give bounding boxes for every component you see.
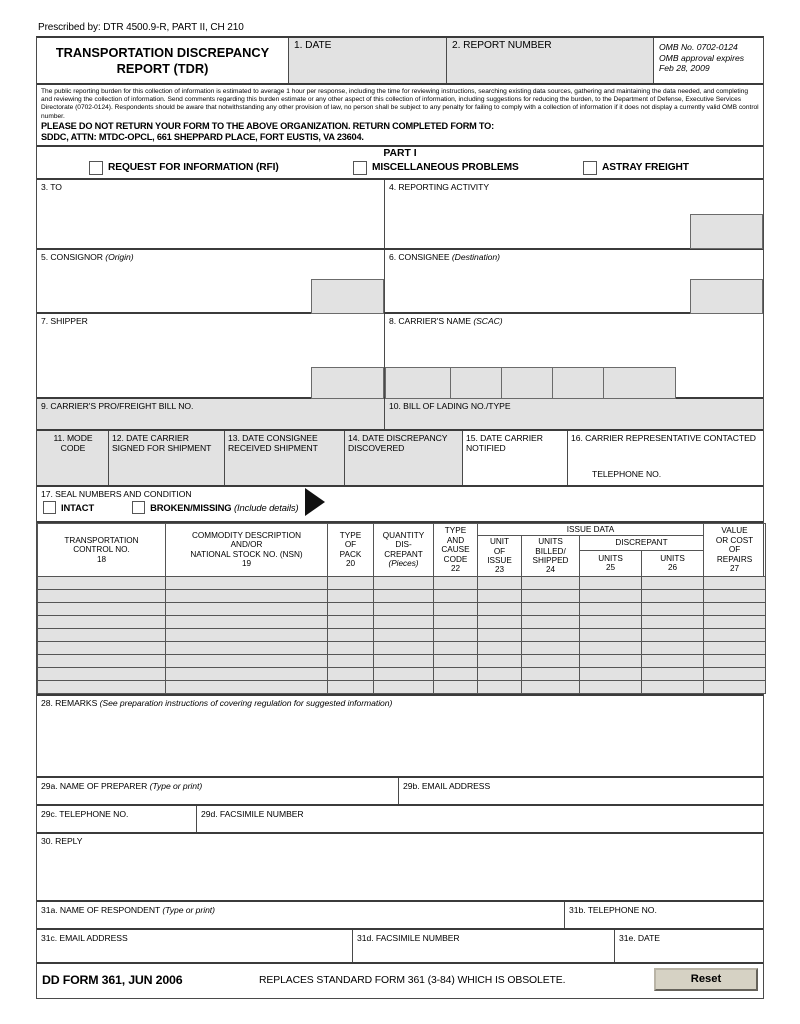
table-cell[interactable] — [434, 576, 478, 589]
prescribed-by-line: Prescribed by: DTR 4500.9-R, PART II, CH 210 — [38, 22, 244, 33]
table-cell[interactable] — [434, 602, 478, 615]
table-row[interactable] — [38, 602, 766, 615]
table-cell[interactable] — [642, 641, 704, 654]
field-4-reporting-activity[interactable] — [385, 180, 763, 248]
row-31a-31b — [37, 902, 763, 930]
table-cell[interactable] — [478, 654, 522, 667]
discrepancy-table-wrapper — [37, 523, 763, 696]
table-cell[interactable] — [704, 667, 766, 680]
table-cell[interactable] — [580, 667, 642, 680]
table-cell[interactable] — [478, 680, 522, 693]
table-cell[interactable] — [478, 615, 522, 628]
table-cell[interactable] — [522, 641, 580, 654]
table-row[interactable] — [38, 667, 766, 680]
table-cell[interactable] — [328, 602, 374, 615]
table-cell[interactable] — [642, 680, 704, 693]
omb-expires-date: Feb 28, 2009 — [659, 63, 710, 74]
table-cell[interactable] — [166, 680, 328, 693]
field-8-scac-char-2[interactable] — [450, 367, 502, 399]
field-29d-facsimile-label: 29d. FACSIMILE NUMBER — [201, 808, 304, 819]
checkbox-seal-intact-label: INTACT — [61, 501, 95, 513]
col-header-issue-data: ISSUE DATA — [478, 523, 704, 535]
table-cell[interactable] — [642, 615, 704, 628]
table-cell[interactable] — [38, 667, 166, 680]
field-7-shipper-label: 7. SHIPPER — [41, 315, 88, 326]
checkbox-seal-broken[interactable] — [132, 501, 145, 514]
form-title-row — [37, 38, 763, 85]
return-instruction-line1: PLEASE DO NOT RETURN YOUR FORM TO THE ABOVE ORGANIZATION. RETURN COMPLETED FORM TO: — [41, 120, 494, 131]
right-arrow-icon — [305, 488, 325, 516]
table-cell[interactable] — [580, 628, 642, 641]
part-1-heading: PART I — [383, 147, 417, 159]
table-cell[interactable] — [522, 602, 580, 615]
table-cell[interactable] — [434, 641, 478, 654]
row-29a-29b — [37, 778, 763, 806]
discrepancy-table — [37, 523, 766, 694]
field-1-date[interactable] — [289, 38, 447, 83]
form-footer — [37, 964, 763, 998]
reset-button[interactable]: Reset — [654, 968, 758, 991]
field-15-date-carrier-notified-label: 15. DATE CARRIER NOTIFIED — [466, 432, 543, 453]
field-29d-facsimile[interactable] — [197, 806, 763, 832]
checkbox-astray-freight[interactable] — [583, 161, 689, 175]
table-cell[interactable] — [522, 667, 580, 680]
table-cell[interactable] — [328, 628, 374, 641]
field-17-seal-numbers — [37, 487, 763, 523]
table-cell[interactable] — [38, 589, 166, 602]
table-cell[interactable] — [522, 576, 580, 589]
discrepancy-table-body — [38, 576, 766, 693]
field-16-carrier-representative[interactable] — [568, 431, 763, 485]
table-cell[interactable] — [374, 628, 434, 641]
table-cell[interactable] — [374, 680, 434, 693]
table-cell[interactable] — [434, 615, 478, 628]
field-8-carrier-name-label: 8. CARRIER'S NAME (SCAC) — [389, 315, 503, 326]
table-cell[interactable] — [374, 641, 434, 654]
field-29b-email-address[interactable] — [399, 778, 763, 804]
field-7-shipper[interactable] — [37, 314, 385, 397]
form-title-line1: TRANSPORTATION DISCREPANCY — [55, 44, 270, 60]
table-cell[interactable] — [522, 615, 580, 628]
checkbox-miscellaneous-problems-label: MISCELLANEOUS PROBLEMS — [372, 162, 519, 174]
field-31c-email-address-label: 31c. EMAIL ADDRESS — [41, 932, 128, 943]
field-17-seal-numbers-label: 17. SEAL NUMBERS AND CONDITION — [41, 488, 192, 499]
table-row[interactable] — [38, 576, 766, 589]
table-cell[interactable] — [580, 576, 642, 589]
seal-condition-checkboxes — [43, 501, 299, 514]
table-header-row-1 — [38, 523, 766, 535]
table-cell[interactable] — [434, 680, 478, 693]
field-8-scac-char-1[interactable] — [385, 367, 451, 399]
field-31e-date[interactable] — [615, 930, 763, 962]
col-header-discrepant: DISCREPANT — [580, 536, 704, 551]
table-cell[interactable] — [374, 667, 434, 680]
table-row[interactable] — [38, 628, 766, 641]
omb-number: OMB No. 0702-0124 — [659, 42, 738, 52]
checkbox-astray-freight-label: ASTRAY FREIGHT — [602, 162, 689, 174]
table-cell[interactable] — [38, 654, 166, 667]
field-8-scac-char-4[interactable] — [552, 367, 604, 399]
field-5-code-entry[interactable] — [311, 279, 384, 314]
field-5-consignor[interactable] — [37, 250, 385, 312]
field-9-pro-freight-bill-label: 9. CARRIER'S PRO/FREIGHT BILL NO. — [41, 400, 194, 411]
form-title — [37, 38, 289, 83]
table-cell[interactable] — [642, 589, 704, 602]
field-3-to[interactable] — [37, 180, 385, 248]
part-1-checkbox-row — [37, 159, 763, 180]
table-cell[interactable] — [580, 680, 642, 693]
field-11-mode-code[interactable] — [37, 431, 109, 485]
col-header-20-type-of-pack: TYPE OF PACK 20 — [328, 523, 374, 576]
field-2-report-number[interactable] — [447, 38, 654, 83]
table-cell[interactable] — [642, 667, 704, 680]
field-29b-email-address-label: 29b. EMAIL ADDRESS — [403, 780, 491, 791]
table-row[interactable] — [38, 641, 766, 654]
table-cell[interactable] — [374, 654, 434, 667]
form-title-line2: REPORT (TDR) — [116, 60, 209, 76]
table-cell[interactable] — [478, 628, 522, 641]
field-29a-name-of-preparer[interactable] — [37, 778, 399, 804]
table-cell[interactable] — [374, 615, 434, 628]
field-31c-email-address[interactable] — [37, 930, 353, 962]
omb-info — [654, 38, 763, 83]
field-31a-name-of-respondent-label: 31a. NAME OF RESPONDENT (Type or print) — [41, 904, 215, 915]
field-10-bill-of-lading[interactable] — [385, 399, 763, 429]
row-11-to-16 — [37, 431, 763, 487]
form-number: DD FORM 361, JUN 2006 — [42, 972, 183, 987]
row-7-8 — [37, 314, 763, 399]
table-cell[interactable] — [38, 628, 166, 641]
table-cell[interactable] — [478, 602, 522, 615]
table-cell[interactable] — [522, 654, 580, 667]
table-cell[interactable] — [328, 667, 374, 680]
field-6-consignee-label: 6. CONSIGNEE (Destination) — [389, 251, 500, 262]
table-cell[interactable] — [704, 615, 766, 628]
checkbox-rfi-label: REQUEST FOR INFORMATION (RFI) — [108, 162, 279, 174]
table-cell[interactable] — [580, 654, 642, 667]
table-cell[interactable] — [328, 576, 374, 589]
table-cell[interactable] — [328, 654, 374, 667]
table-cell[interactable] — [166, 576, 328, 589]
field-16-telephone-label: TELEPHONE NO. — [592, 468, 662, 479]
field-28-remarks-label: 28. REMARKS (See preparation instructions of covering regulation for suggested information) — [41, 697, 393, 708]
field-28-remarks[interactable] — [37, 696, 763, 778]
field-8-scac-char-3[interactable] — [501, 367, 553, 399]
col-header-19-commodity-description: COMMODITY DESCRIPTION AND/OR NATIONAL STOCK NO. (NSN) 19 — [166, 523, 328, 576]
field-12-date-carrier-signed[interactable] — [109, 431, 225, 485]
field-31e-date-label: 31e. DATE — [619, 932, 660, 943]
table-cell[interactable] — [522, 628, 580, 641]
field-4-reporting-activity-label: 4. REPORTING ACTIVITY — [389, 181, 490, 192]
field-11-mode-code-label: 11. MODE CODE — [53, 432, 93, 453]
field-15-date-carrier-notified[interactable] — [463, 431, 568, 485]
table-cell[interactable] — [522, 589, 580, 602]
table-row[interactable] — [38, 654, 766, 667]
field-8-carrier-name[interactable] — [385, 314, 763, 397]
table-cell[interactable] — [580, 615, 642, 628]
field-4-code-entry[interactable] — [690, 214, 763, 249]
field-12-date-carrier-signed-label: 12. DATE CARRIER SIGNED FOR SHIPMENT — [112, 432, 212, 453]
table-cell[interactable] — [642, 576, 704, 589]
field-29c-telephone[interactable] — [37, 806, 197, 832]
omb-expires-label: OMB approval expires — [659, 52, 745, 63]
table-cell[interactable] — [642, 628, 704, 641]
table-cell[interactable] — [328, 615, 374, 628]
checkbox-rfi[interactable] — [89, 161, 279, 175]
burden-statement — [37, 85, 763, 147]
table-cell[interactable] — [580, 641, 642, 654]
col-header-24-units-billed-shipped: UNITS BILLED/ SHIPPED 24 — [522, 536, 580, 577]
field-31d-facsimile-label: 31d. FACSIMILE NUMBER — [357, 932, 460, 943]
table-cell[interactable] — [374, 589, 434, 602]
table-row[interactable] — [38, 589, 766, 602]
table-row[interactable] — [38, 680, 766, 693]
col-header-22-type-and-cause-code: TYPE AND CAUSE CODE 22 — [434, 523, 478, 576]
row-5-6 — [37, 250, 763, 314]
burden-paragraph: The public reporting burden for this collection of information is estimated to average 1 hour per response, including the time for reviewing instructions, searching existing data sources, gathering and maintaining the data needed, and completing and reviewing the collection of information. Send comments regarding this burden estimate or any other aspect of this collection of information, including suggestions for reducing the burden, to the Department of Defense, Executive Services Directorate (0702-0124). Respondents should be aware that notwithstanding any other provision of law, no person shall be subject to any penalty for failing to comply with a collection of information if it does not display a currently valid OMB control number. — [41, 88, 759, 120]
checkbox-miscellaneous-problems[interactable] — [353, 161, 519, 175]
table-cell[interactable] — [166, 641, 328, 654]
table-cell[interactable] — [478, 641, 522, 654]
dd-form-361 — [36, 36, 764, 999]
checkbox-seal-broken-label: BROKEN/MISSING (Include details) — [150, 501, 299, 513]
table-cell[interactable] — [522, 680, 580, 693]
field-16-carrier-representative-label: 16. CARRIER REPRESENTATIVE CONTACTED — [571, 432, 756, 443]
table-cell[interactable] — [580, 589, 642, 602]
field-31b-telephone[interactable] — [565, 902, 763, 928]
field-14-date-discrepancy-discovered-label: 14. DATE DISCREPANCY DISCOVERED — [348, 432, 448, 453]
table-row[interactable] — [38, 615, 766, 628]
table-cell[interactable] — [38, 602, 166, 615]
field-6-consignee[interactable] — [385, 250, 763, 312]
field-30-reply[interactable] — [37, 834, 763, 902]
table-cell[interactable] — [38, 576, 166, 589]
checkbox-seal-intact[interactable] — [43, 501, 56, 514]
row-31c-31d-31e — [37, 930, 763, 964]
table-cell[interactable] — [580, 602, 642, 615]
table-cell[interactable] — [704, 680, 766, 693]
field-31d-facsimile[interactable] — [353, 930, 615, 962]
table-cell[interactable] — [434, 589, 478, 602]
table-cell[interactable] — [478, 576, 522, 589]
table-cell[interactable] — [478, 667, 522, 680]
table-cell[interactable] — [704, 602, 766, 615]
field-30-reply-label: 30. REPLY — [41, 835, 83, 846]
col-header-25-units: UNITS 25 — [580, 550, 642, 576]
table-cell[interactable] — [38, 680, 166, 693]
return-instruction-line2: SDDC, ATTN: MTDC-OPCL, 661 SHEPPARD PLACE, FORT EUSTIS, VA 23604. — [41, 131, 364, 142]
table-cell[interactable] — [166, 654, 328, 667]
field-1-date-label: 1. DATE — [294, 40, 332, 51]
field-31b-telephone-label: 31b. TELEPHONE NO. — [569, 904, 657, 915]
table-cell[interactable] — [166, 589, 328, 602]
col-header-27-value-or-cost-of-repairs: VALUE OR COST OF REPAIRS 27 — [704, 523, 766, 576]
table-cell[interactable] — [434, 667, 478, 680]
field-2-report-number-label: 2. REPORT NUMBER — [452, 40, 552, 51]
field-8-scac-char-5[interactable] — [603, 367, 676, 399]
checkbox-astray-freight-box[interactable] — [583, 161, 597, 175]
table-cell[interactable] — [704, 628, 766, 641]
table-cell[interactable] — [328, 680, 374, 693]
col-header-23-unit-of-issue: UNIT OF ISSUE 23 — [478, 536, 522, 577]
field-10-bill-of-lading-label: 10. BILL OF LADING NO./TYPE — [389, 400, 511, 411]
table-cell[interactable] — [38, 641, 166, 654]
table-cell[interactable] — [38, 615, 166, 628]
field-29a-name-of-preparer-label: 29a. NAME OF PREPARER (Type or print) — [41, 780, 203, 791]
checkbox-miscellaneous-problems-box[interactable] — [353, 161, 367, 175]
table-cell[interactable] — [374, 602, 434, 615]
field-7-code-entry[interactable] — [311, 367, 384, 399]
table-cell[interactable] — [704, 576, 766, 589]
replaces-note: REPLACES STANDARD FORM 361 (3-84) WHICH IS OBSOLETE. — [259, 974, 566, 986]
field-6-code-entry[interactable] — [690, 279, 763, 314]
field-29c-telephone-label: 29c. TELEPHONE NO. — [41, 808, 129, 819]
table-cell[interactable] — [704, 641, 766, 654]
field-31a-name-of-respondent[interactable] — [37, 902, 565, 928]
table-cell[interactable] — [328, 589, 374, 602]
field-13-date-consignee-received[interactable] — [225, 431, 345, 485]
col-header-21-quantity-discrepant: QUANTITY DIS- CREPANT (Pieces) — [374, 523, 434, 576]
row-3-4 — [37, 180, 763, 250]
table-cell[interactable] — [704, 654, 766, 667]
table-cell[interactable] — [374, 576, 434, 589]
table-cell[interactable] — [434, 628, 478, 641]
col-header-18-transportation-control-no: TRANSPORTATION CONTROL NO. 18 — [38, 523, 166, 576]
field-3-to-label: 3. TO — [41, 181, 62, 192]
table-cell[interactable] — [478, 589, 522, 602]
row-29c-29d — [37, 806, 763, 834]
table-cell[interactable] — [166, 667, 328, 680]
checkbox-rfi-box[interactable] — [89, 161, 103, 175]
table-cell[interactable] — [642, 654, 704, 667]
table-cell[interactable] — [166, 615, 328, 628]
col-header-26-units: UNITS 26 — [642, 550, 704, 576]
table-cell[interactable] — [642, 602, 704, 615]
field-14-date-discrepancy-discovered[interactable] — [345, 431, 463, 485]
field-9-pro-freight-bill[interactable] — [37, 399, 385, 429]
table-cell[interactable] — [434, 654, 478, 667]
row-9-10 — [37, 399, 763, 431]
field-5-consignor-label: 5. CONSIGNOR (Origin) — [41, 251, 134, 262]
table-cell[interactable] — [166, 602, 328, 615]
table-cell[interactable] — [328, 641, 374, 654]
table-cell[interactable] — [166, 628, 328, 641]
field-13-date-consignee-received-label: 13. DATE CONSIGNEE RECEIVED SHIPMENT — [228, 432, 318, 453]
table-cell[interactable] — [704, 589, 766, 602]
